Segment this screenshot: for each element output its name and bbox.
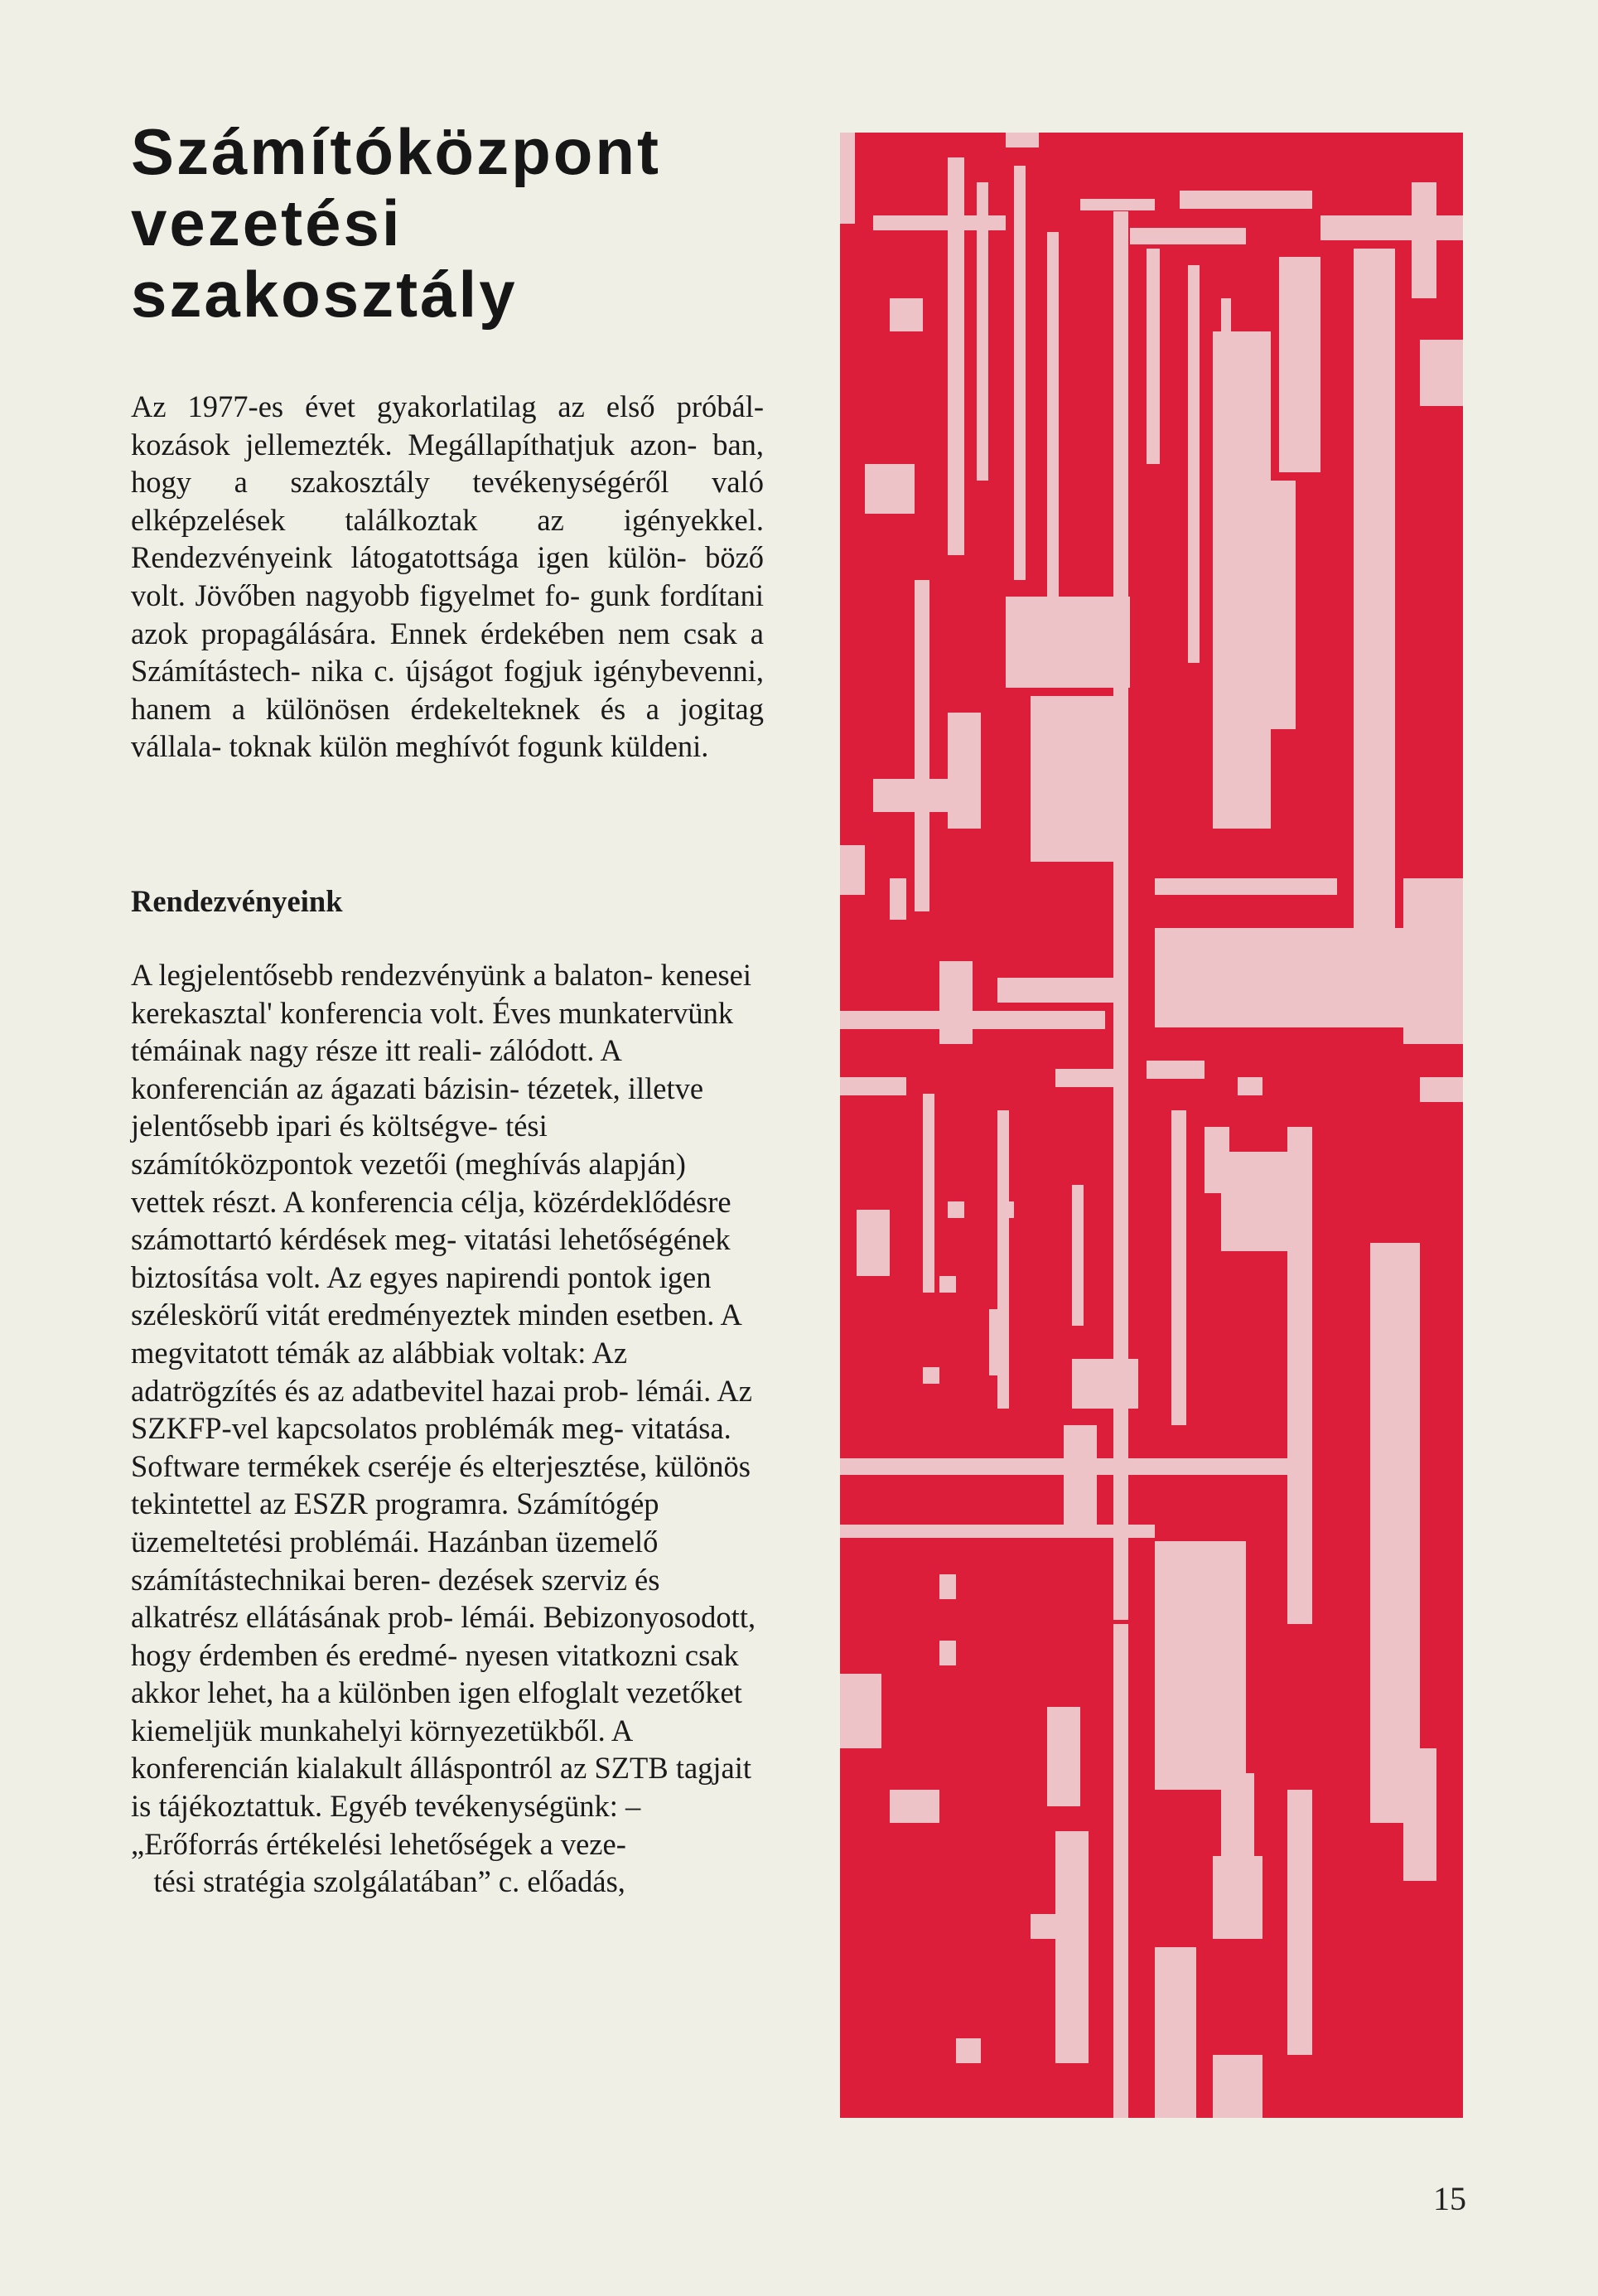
text-line: Ennek érdekében nem csak a Számítástech- (131, 616, 765, 689)
title-line: Számítóközpont (131, 115, 661, 188)
text-line: Az adatrögzítés és az adatbevitel hazai prob- (131, 1335, 629, 1408)
text-line: különös tekintettel az ESZR programra. (131, 1448, 751, 1521)
text-line: kenesei kerekasztal' konferencia volt. Éves (131, 958, 751, 1030)
text-line: zálódott. A konferencián az ágazati bázisin- (131, 1033, 620, 1105)
text-line: SZTB tagjait is tájékoztattuk. (131, 1751, 752, 1824)
text-line: egyes napirendi pontok igen széleskörű vitát (131, 1259, 712, 1332)
text-line: közérdeklődésre számottartó kérdések meg- (131, 1184, 731, 1257)
text-line: dezések szerviz és alkatrész ellátásának prob- (131, 1562, 660, 1635)
text-line: – „Erőforrás értékelési lehetőségek a veze- (131, 1789, 641, 1861)
text-line: munkatervünk témáinak nagy része itt reali- (131, 995, 734, 1068)
text-line: Hazánban üzemelő számítástechnikai beren- (131, 1524, 659, 1597)
text-line: lémái. (461, 1600, 536, 1635)
title-line: vezetési (131, 186, 403, 259)
text-line: A konferencián kialakult álláspontról az (131, 1713, 632, 1786)
text-line: nyesen vitatkozni csak akkor lehet, ha a (131, 1637, 739, 1710)
page-number: 15 (1433, 2180, 1466, 2217)
text-line: Software termékek cseréje és elterjesztése, (131, 1448, 648, 1483)
text-line: munkahelyi környezetükből. (259, 1713, 606, 1747)
title-line: szakosztály (131, 258, 518, 331)
text-line: különösen érdekelteknek és a jogitag vállala- (131, 691, 764, 764)
text-line: nika c. újságot fogjuk igénybevenni, hanem a (131, 654, 764, 726)
text-line: különben igen elfoglalt vezetőket kiemeljük (131, 1675, 742, 1747)
text-line: Számítógép üzemeltetési problémái. (131, 1486, 659, 1559)
intro-paragraph (131, 388, 764, 766)
text-line: alapján) vettek részt. A konferencia célja, (131, 1146, 686, 1219)
body-paragraphs (131, 956, 764, 1901)
text-line: Az SZKFP-vel kapcsolatos problémák meg- (131, 1373, 752, 1446)
text-line: Rendezvényeink látogatottsága igen külön- (131, 540, 687, 575)
text-line: gunk fordítani azok propagálására. (131, 578, 765, 650)
text-line: toknak külön meghívót fogunk küldeni. (229, 729, 709, 764)
text-line: ban, hogy a szakosztály tevékenységéről való (131, 427, 765, 500)
article-title (131, 116, 760, 330)
text-line: tési stratégia szolgálatában” c. előadás, (131, 1864, 625, 1899)
text-line: Egyéb tevékenységünk: (330, 1789, 618, 1824)
text-line: A megvitatott témák az alábbiak voltak: (131, 1298, 741, 1370)
text-line: tézetek, illetve jelentősebb ipari és költségve- (131, 1071, 704, 1143)
text-line: A legjelentősebb rendezvényünk a balaton- (131, 958, 654, 992)
text-line: elképzelések találkoztak az igényekkel. (131, 502, 764, 537)
text-line: Az 1977-es évet gyakorlatilag az első próbál- (131, 389, 764, 423)
text-line: eredményeztek minden esetben. (327, 1298, 715, 1332)
text-line: tési számítóközpontok vezetői (meghívás (131, 1109, 582, 1181)
text-line: böző volt. Jövőben nagyobb figyelmet fo- (131, 540, 765, 612)
computer-art-illustration (840, 133, 1463, 2118)
text-line: kozások jellemezték. Megállapíthatjuk azon- (131, 427, 698, 462)
text-line: Bebizonyosodott, hogy érdemben és eredmé- (131, 1600, 756, 1672)
text-line: vitatási lehetőségének biztosítása volt. Az (131, 1222, 731, 1294)
text-line: lémái. (636, 1373, 712, 1408)
text-line: vitatása. (631, 1411, 731, 1446)
section-heading: Rendezvényeink (131, 884, 343, 918)
